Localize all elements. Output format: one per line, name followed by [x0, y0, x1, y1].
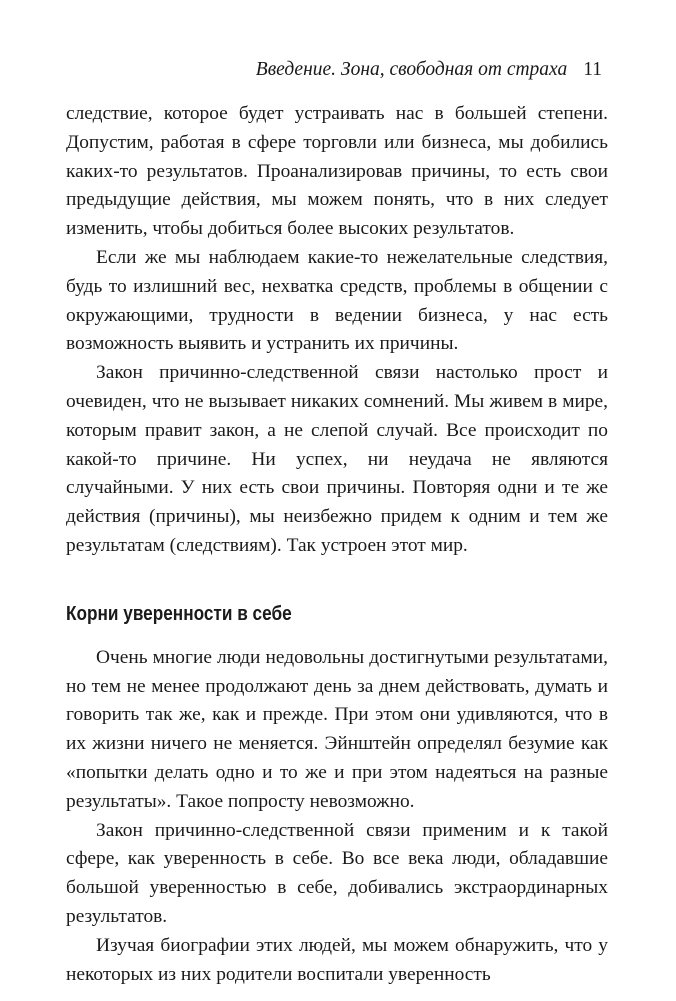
- page-number: 11: [583, 59, 602, 80]
- paragraph: Очень многие люди недовольны достигнутыми результатами, но тем не менее продолжают день за днем действовать, думать и говорить так же, как и прежде. При этом они удивляются, что в их жизни ничего не меняется. Эйнштейн определял безумие как «попытки делать одно и то же и при этом надеяться на разные результаты». Такое попросту невозможно.: [66, 646, 608, 812]
- page-body: [66, 100, 608, 989]
- running-title: Введение. Зона, свободная от страха: [255, 59, 568, 80]
- running-head: [256, 58, 602, 82]
- paragraph: Изучая биографии этих людей, мы можем обнаружить, что у некоторых из них родители воспитали уверенность: [66, 934, 608, 985]
- section-heading: Корни уверенности в себе: [66, 602, 292, 625]
- paragraph: Закон причинно-следственной связи настолько прост и очевиден, что не вызывает никаких сомнений. Мы живем в мире, которым правит закон, а не слепой случай. Все происходит по какой-то причине. Ни успех, ни неудача не являются случайными. У них есть свои причины. Повторяя одни и те же действия (причины), мы неизбежно придем к одним и тем же результатам (следствиям). Так устроен этот мир.: [66, 362, 608, 556]
- paragraph: следствие, которое будет устраивать нас в большей степени. Допустим, работая в сфере торговли или бизнеса, мы добились каких-то результатов. Проанализировав причины, то есть свои предыдущие действия, мы можем понять, что в них следует изменить, чтобы добиться более высоких результатов.: [66, 103, 608, 240]
- paragraph: Если же мы наблюдаем какие-то нежелательные следствия, будь то излишний вес, нехватка средств, проблемы в общении с окружающими, трудности в ведении бизнеса, у нас есть возможность выявить и устранить их причины.: [66, 246, 608, 355]
- paragraph: Закон причинно-следственной связи применим и к такой сфере, как уверенность в себе. Во все века люди, обладавшие большой уверенностью в себе, добивались экстраординарных результатов.: [66, 819, 608, 927]
